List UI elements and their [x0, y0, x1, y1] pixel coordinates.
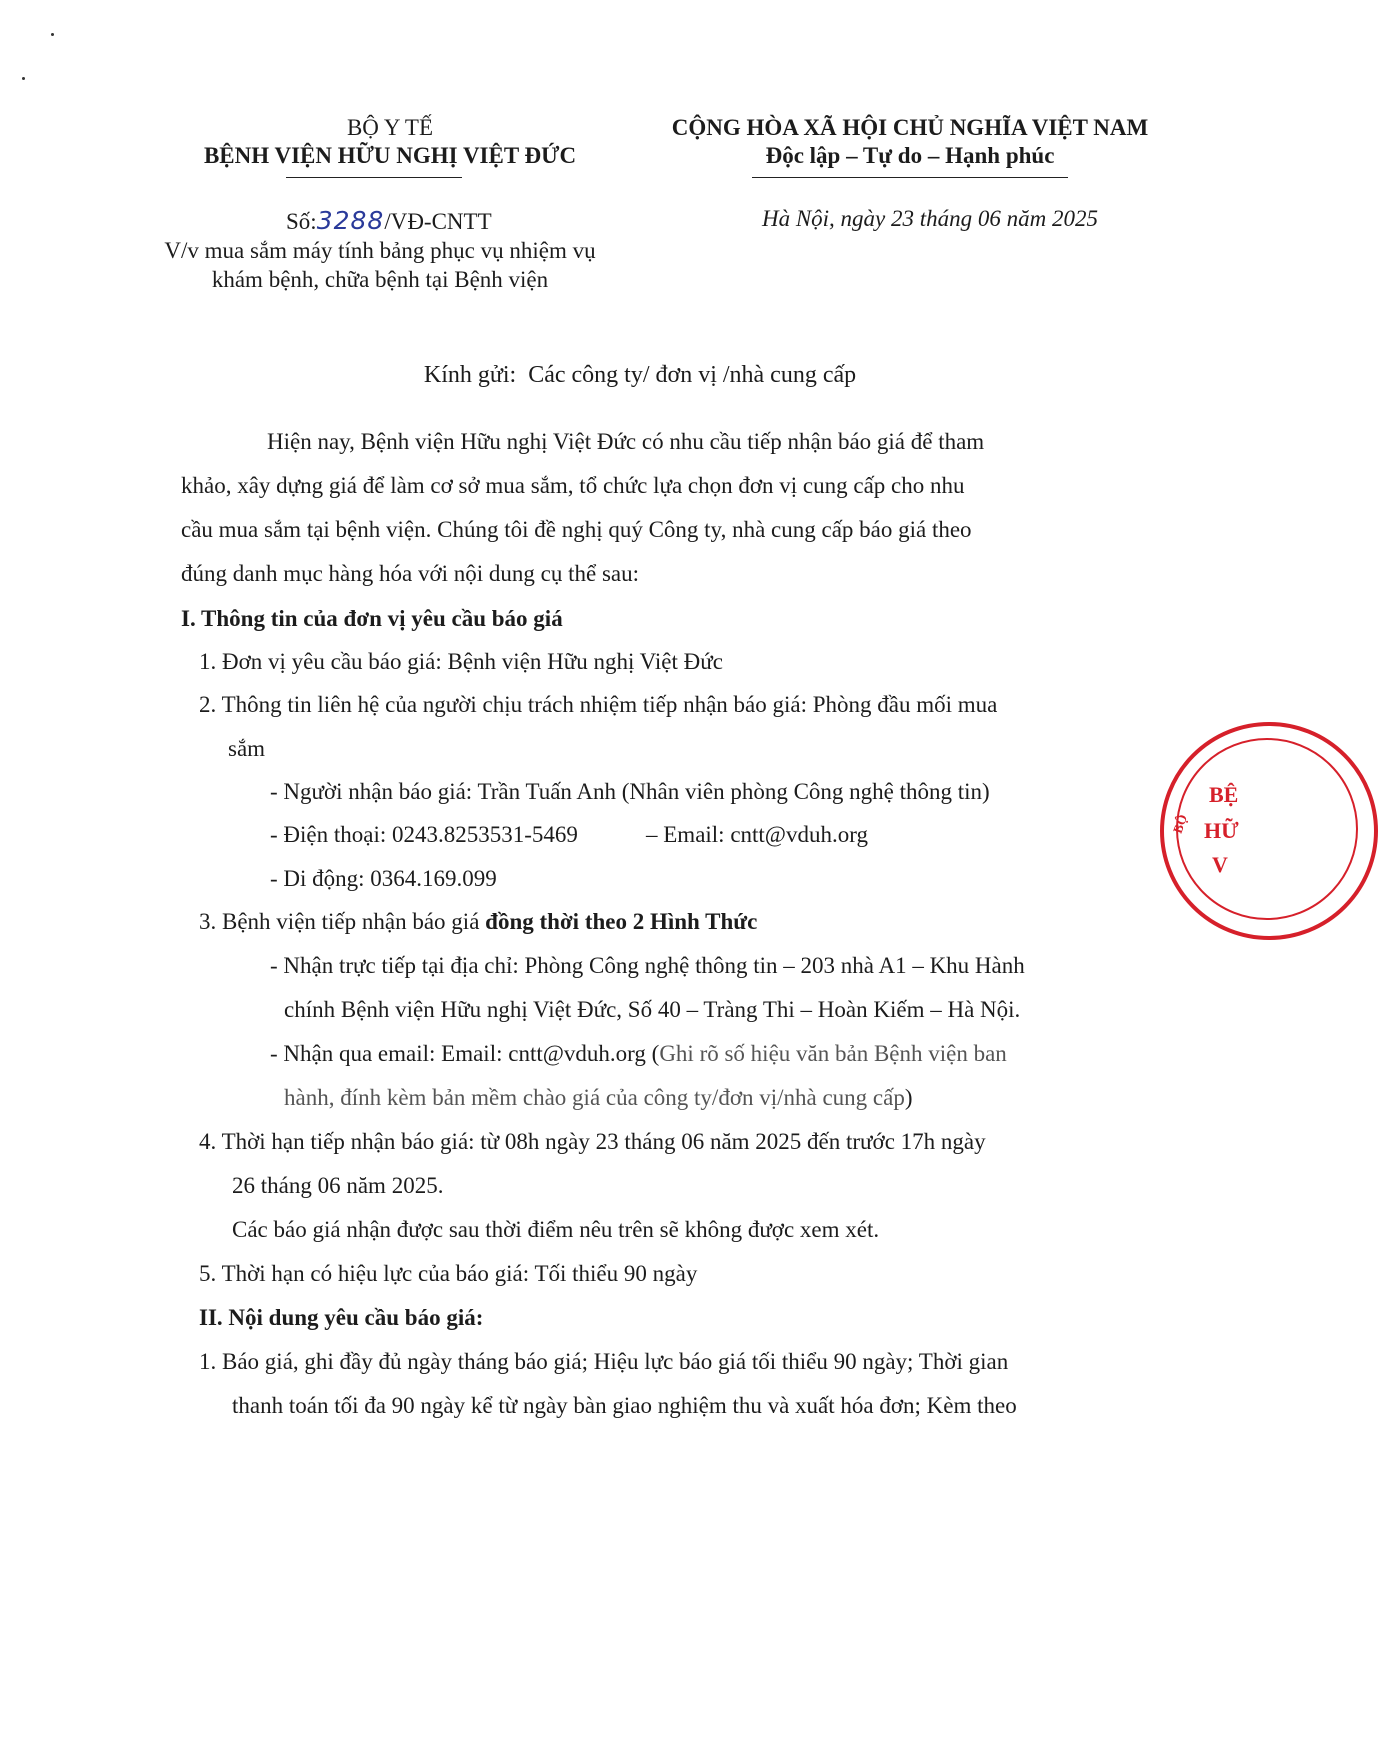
salutation: Kính gửi: Các công ty/ đơn vị /nhà cung cấp	[423, 362, 857, 388]
section-1-item-4: 4. Thời hạn tiếp nhận báo giá: từ 08h ngày 23 tháng 06 năm 2025 đến trước 17h ngày	[199, 1129, 986, 1154]
red-seal-stamp	[1160, 722, 1378, 940]
document-number	[286, 206, 492, 235]
direct-address-line-1: - Nhận trực tiếp tại địa chỉ: Phòng Công nghệ thông tin – 203 nhà A1 – Khu Hành	[270, 953, 1025, 978]
section-1-item-5: 5. Thời hạn có hiệu lực của báo giá: Tối thiểu 90 ngày	[199, 1261, 698, 1286]
email-method-note: Ghi rõ số hiệu văn bản Bệnh viện ban	[659, 1041, 1007, 1066]
document-date: Hà Nội, ngày 23 tháng 06 năm 2025	[761, 206, 1099, 231]
scan-speck	[51, 33, 54, 36]
section-1-item-1: 1. Đơn vị yêu cầu báo giá: Bệnh viện Hữu nghị Việt Đức	[199, 649, 723, 674]
email-method-line-1	[270, 1041, 1007, 1067]
section-1-item-2: 2. Thông tin liên hệ của người chịu trách nhiệm tiếp nhận báo giá: Phòng đầu mối mua	[199, 692, 998, 717]
section-1-item-4-cont: 26 tháng 06 năm 2025.	[232, 1173, 444, 1198]
email-method-note-cont: hành, đính kèm bản mềm chào giá của công ty/đơn vị/nhà cung cấp	[284, 1085, 905, 1110]
section-1-item-2-cont: sắm	[228, 736, 266, 761]
section-1-title: I. Thông tin của đơn vị yêu cầu báo giá	[181, 606, 563, 631]
intro-line: cầu mua sắm tại bệnh viện. Chúng tôi đề nghị quý Công ty, nhà cung cấp báo giá theo	[181, 517, 972, 542]
email-method-text: - Nhận qua email: Email: cntt@vduh.org (	[270, 1041, 660, 1066]
contact-mobile: - Di động: 0364.169.099	[270, 866, 497, 891]
intro-line: khảo, xây dựng giá để làm cơ sở mua sắm, tổ chức lựa chọn đơn vị cung cấp cho nhu	[181, 473, 965, 498]
hospital-underline	[286, 177, 462, 178]
item-3-bold: đồng thời theo 2 Hình Thức	[485, 909, 758, 934]
subject-line-2: khám bệnh, chữa bệnh tại Bệnh viện	[211, 267, 549, 292]
seal-side-text: BỘ	[1169, 812, 1191, 836]
contact-phone: - Điện thoại: 0243.8253531-5469	[270, 822, 578, 847]
seal-text: V	[1212, 852, 1228, 877]
intro-paragraph	[181, 420, 1097, 596]
section-2-item-1: 1. Báo giá, ghi đầy đủ ngày tháng báo giá; Hiệu lực báo giá tối thiểu 90 ngày; Thời gian	[199, 1349, 1009, 1374]
seal-text: BỆ	[1209, 782, 1239, 807]
email-method-line-2	[284, 1085, 913, 1111]
handwritten-number: 3288	[316, 206, 385, 235]
country-name: CỘNG HÒA XÃ HỘI CHỦ NGHĨA VIỆT NAM	[671, 115, 1149, 140]
subject-line-1: V/v mua sắm máy tính bảng phục vụ nhiệm vụ	[164, 238, 596, 263]
seal-text: HỮ	[1204, 818, 1239, 843]
intro-line: Hiện nay, Bệnh viện Hữu nghị Việt Đức có nhu cầu tiếp nhận báo giá để tham	[267, 429, 985, 454]
hospital-name: BỆNH VIỆN HỮU NGHỊ VIỆT ĐỨC	[203, 143, 577, 168]
national-motto: Độc lập – Tự do – Hạnh phúc	[765, 143, 1055, 168]
email-method-close: )	[904, 1085, 913, 1110]
section-2-title: II. Nội dung yêu cầu báo giá:	[199, 1305, 484, 1330]
number-suffix: /VĐ-CNTT	[384, 209, 492, 234]
section-1-item-4-note: Các báo giá nhận được sau thời điểm nêu trên sẽ không được xem xét.	[232, 1217, 880, 1242]
contact-email: – Email: cntt@vduh.org	[646, 822, 868, 847]
item-3-prefix: 3. Bệnh viện tiếp nhận báo giá	[199, 909, 486, 934]
direct-address-line-2: chính Bệnh viện Hữu nghị Việt Đức, Số 40 – Tràng Thi – Hoàn Kiếm – Hà Nội.	[284, 997, 1021, 1022]
intro-line: đúng danh mục hàng hóa với nội dung cụ thể sau:	[181, 561, 640, 586]
section-2-item-1-cont: thanh toán tối đa 90 ngày kể từ ngày bàn giao nghiệm thu và xuất hóa đơn; Kèm theo	[232, 1393, 1017, 1418]
scan-speck	[22, 77, 25, 80]
contact-person: - Người nhận báo giá: Trần Tuấn Anh (Nhân viên phòng Công nghệ thông tin)	[270, 779, 990, 804]
motto-underline	[752, 177, 1068, 178]
section-1-item-3	[199, 909, 757, 935]
number-prefix: Số:	[286, 209, 317, 234]
ministry-name: BỘ Y TẾ	[346, 115, 434, 140]
